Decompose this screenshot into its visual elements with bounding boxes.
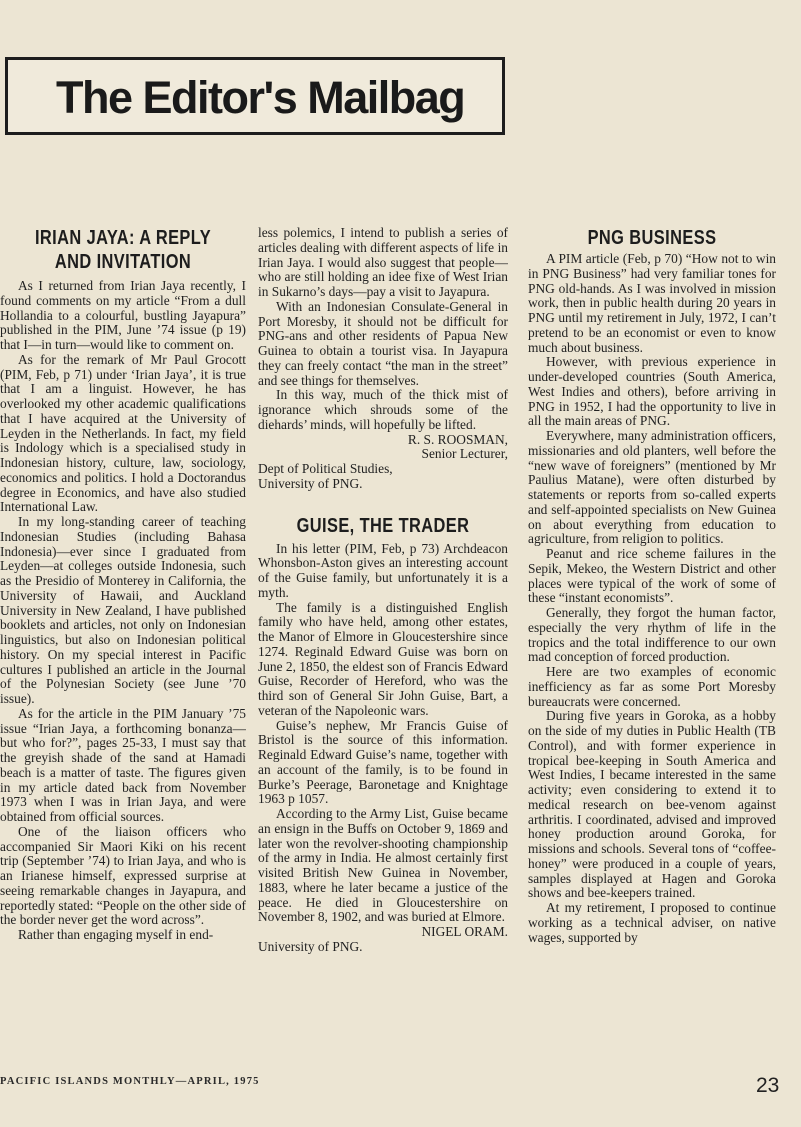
- guise-signature-university: University of PNG.: [258, 938, 363, 954]
- png-paragraph-7: During five years in Goroka, as a hobby on the side of my duties in Public Health (TB Control), and with former experience in tropical bee-keeping in South America and West Indies, I became interested in the same activity; even considering to extend it to medical research on bee-venom against arthritis. I coordinated, advised and improved honey production around Goroka, for missions and schools. Several tons of “coffee-honey” were produced in a couple of years, samples displayed at Hagen and Goroka shows and bee-keepers trained.: [528, 708, 776, 901]
- png-paragraph-8: At my retirement, I proposed to continue working as a technical adviser, on native wages, supported by: [528, 900, 776, 945]
- png-paragraph-4: Peanut and rice scheme failures in the Sepik, Mekeo, the Western District and other places were typical of the work of some of these “instant economists”.: [528, 546, 776, 606]
- irian-paragraph-4: As for the article in the PIM January ’75 issue “Irian Jaya, a forthcoming bonanza—but who for?”, pages 25-33, I must say that the greyish shade of the sand at Hamadi beach is a matter of taste. The figures given in my article dated back from November 1973 when I was in Irian Jaya, and were obtained from official sources.: [0, 705, 246, 824]
- irian-paragraph-8: With an Indonesian Consulate-General in Port Moresby, it should not be difficult for PNG-ans and other residents of Papua New Guinea to obtain a tourist visa. In Jayapura they can freely contact “the man in the street” and see things for themselves.: [258, 298, 508, 388]
- irian-paragraph-3: In my long-standing career of teaching Indonesian Studies (including Bahasa Indonesia)—ever since I graduated from Leyden—at colleges outside Indonesia, such as the Presidio of Monterey in California, the University of Hawaii, and Auckland University in New Zealand, I have published booklets and articles, not only on Indonesian linguistics, but also on Indonesian political history. On my special interest in Pacific cultures I published an article in the Journal of the Polynesian Society (see June ’70 issue).: [0, 514, 246, 706]
- irian-paragraph-7: less polemics, I intend to publish a series of articles dealing with different aspects of life in Irian Jaya. I would also suggest that people—who are still holding an idee fixe of West Irian in Sukarno’s days—pay a visit to Jayapura.: [258, 226, 508, 299]
- png-paragraph-5: Generally, they forgot the human factor, especially the very rhythm of life in the tropics and the total indifference to our own mad conception of forced production.: [528, 605, 776, 665]
- irian-paragraph-6: Rather than engaging myself in end-: [18, 927, 214, 942]
- guise-paragraph-3: Guise’s nephew, Mr Francis Guise of Bristol is the source of this information. Reginald Edward Guise’s name, together with an account of the family, is to be found in Burke’s Peerage, Baronetage and Knightage 1963 p 1057.: [258, 717, 508, 807]
- column-3: [528, 226, 776, 1066]
- guise-paragraph-1: In his letter (PIM, Feb, p 73) Archdeacon Whonsbon-Aston gives an interesting account of the Guise family, but unfortunately it is a myth.: [258, 540, 508, 600]
- irian-signature-dept: Dept of Political Studies,: [258, 461, 393, 476]
- column-1: [0, 226, 246, 1066]
- footer-publication: PACIFIC ISLANDS MONTHLY—APRIL, 1975: [0, 1076, 260, 1087]
- irian-paragraph-2: As for the remark of Mr Paul Grocott (PIM, Feb, p 71) under ‘Irian Jaya’, it is true that I am a linguist. However, he has overlooked my other academic qualifications that I have acquired at the University of Leyden in the Netherlands. In fact, my field is Indology which is a specialised study in Indonesian history, culture, law, sociology, economics and politics. I hold a Doctorandus degree in Economics, and have also studied International Law.: [0, 351, 246, 515]
- page-number: 23: [756, 1074, 780, 1097]
- irian-heading-line1: IRIAN JAYA: A REPLY: [34, 227, 212, 249]
- png-heading: PNG BUSINESS: [587, 227, 717, 249]
- guise-signature-name: NIGEL ORAM.: [421, 924, 508, 939]
- irian-signature-title: Senior Lecturer,: [421, 446, 508, 462]
- png-paragraph-1: A PIM article (Feb, p 70) “How not to win in PNG Business” had very familiar tones for PNG old-hands. As I was involved in mission work, then in public health during 20 years in PNG until my retirement in July, 1972, I can’t pretend to be an economist or even to know much about business.: [528, 251, 776, 355]
- guise-paragraph-4: According to the Army List, Guise became an ensign in the Buffs on October 9, 1869 and later won the revolver-shooting championship of the army in India. He almost certainly first visited British New Guinea in November, 1883, where he later became a justice of the peace. He died in Gloucestershire on November 8, 1902, and was buried at Elmore.: [258, 806, 508, 925]
- irian-signature-name: R. S. ROOSMAN,: [407, 431, 508, 447]
- png-paragraph-2: However, with previous experience in under-developed countries (South America, West Indies and others), before arriving in PNG in 1952, I had the opportunity to live in all the main areas of PNG.: [528, 354, 776, 429]
- column-2: [258, 226, 508, 1066]
- png-paragraph-6: Here are two examples of economic inefficiency as far as some Port Moresby bureaucrats were concerned.: [528, 664, 776, 709]
- masthead-box: [5, 57, 505, 135]
- irian-paragraph-5: One of the liaison officers who accompanied Sir Maori Kiki on his recent trip (September ’74) to Irian Jaya, and who is an Irianese himself, expressed surprise at seeing remarkable changes in Jayapura, and reportedly stated: “People on the other side of the border never get the word across”.: [0, 823, 246, 928]
- irian-paragraph-1: As I returned from Irian Jaya recently, I found comments on my article “From a dull Hollandia to a colourful, bustling Jayapura” published in the PIM, June ’74 issue (p 19) that I—in turn—would like to comment on.: [0, 278, 246, 352]
- irian-signature-university: University of PNG.: [258, 475, 363, 491]
- png-paragraph-3: Everywhere, many administration officers, missionaries and old planters, well before the “new wave of foreigners” (mentioned by Mr Paulius Matane), were often disturbed by statements or reports from so-called experts and self-appointed specialists on New Guinea on about everything from education to agriculture, from religion to politics.: [528, 428, 776, 547]
- irian-paragraph-9: In this way, much of the thick mist of ignorance which shrouds some of the diehards’ minds, will hopefully be lifted.: [258, 387, 508, 432]
- guise-heading: GUISE, THE TRADER: [296, 514, 470, 537]
- irian-heading-line2: AND INVITATION: [54, 251, 192, 273]
- masthead-title: The Editor's Mailbag: [56, 72, 465, 123]
- guise-paragraph-2: The family is a distinguished English family who have held, among other estates, the Manor of Elmore in Gloucestershire since 1274. Reginald Edward Guise was born on June 2, 1850, the eldest son of Francis Edward Guise, Recorder of Hereford, who was the third son of General Sir John Guise, Bart, a veteran of the Napoleonic wars.: [258, 599, 508, 718]
